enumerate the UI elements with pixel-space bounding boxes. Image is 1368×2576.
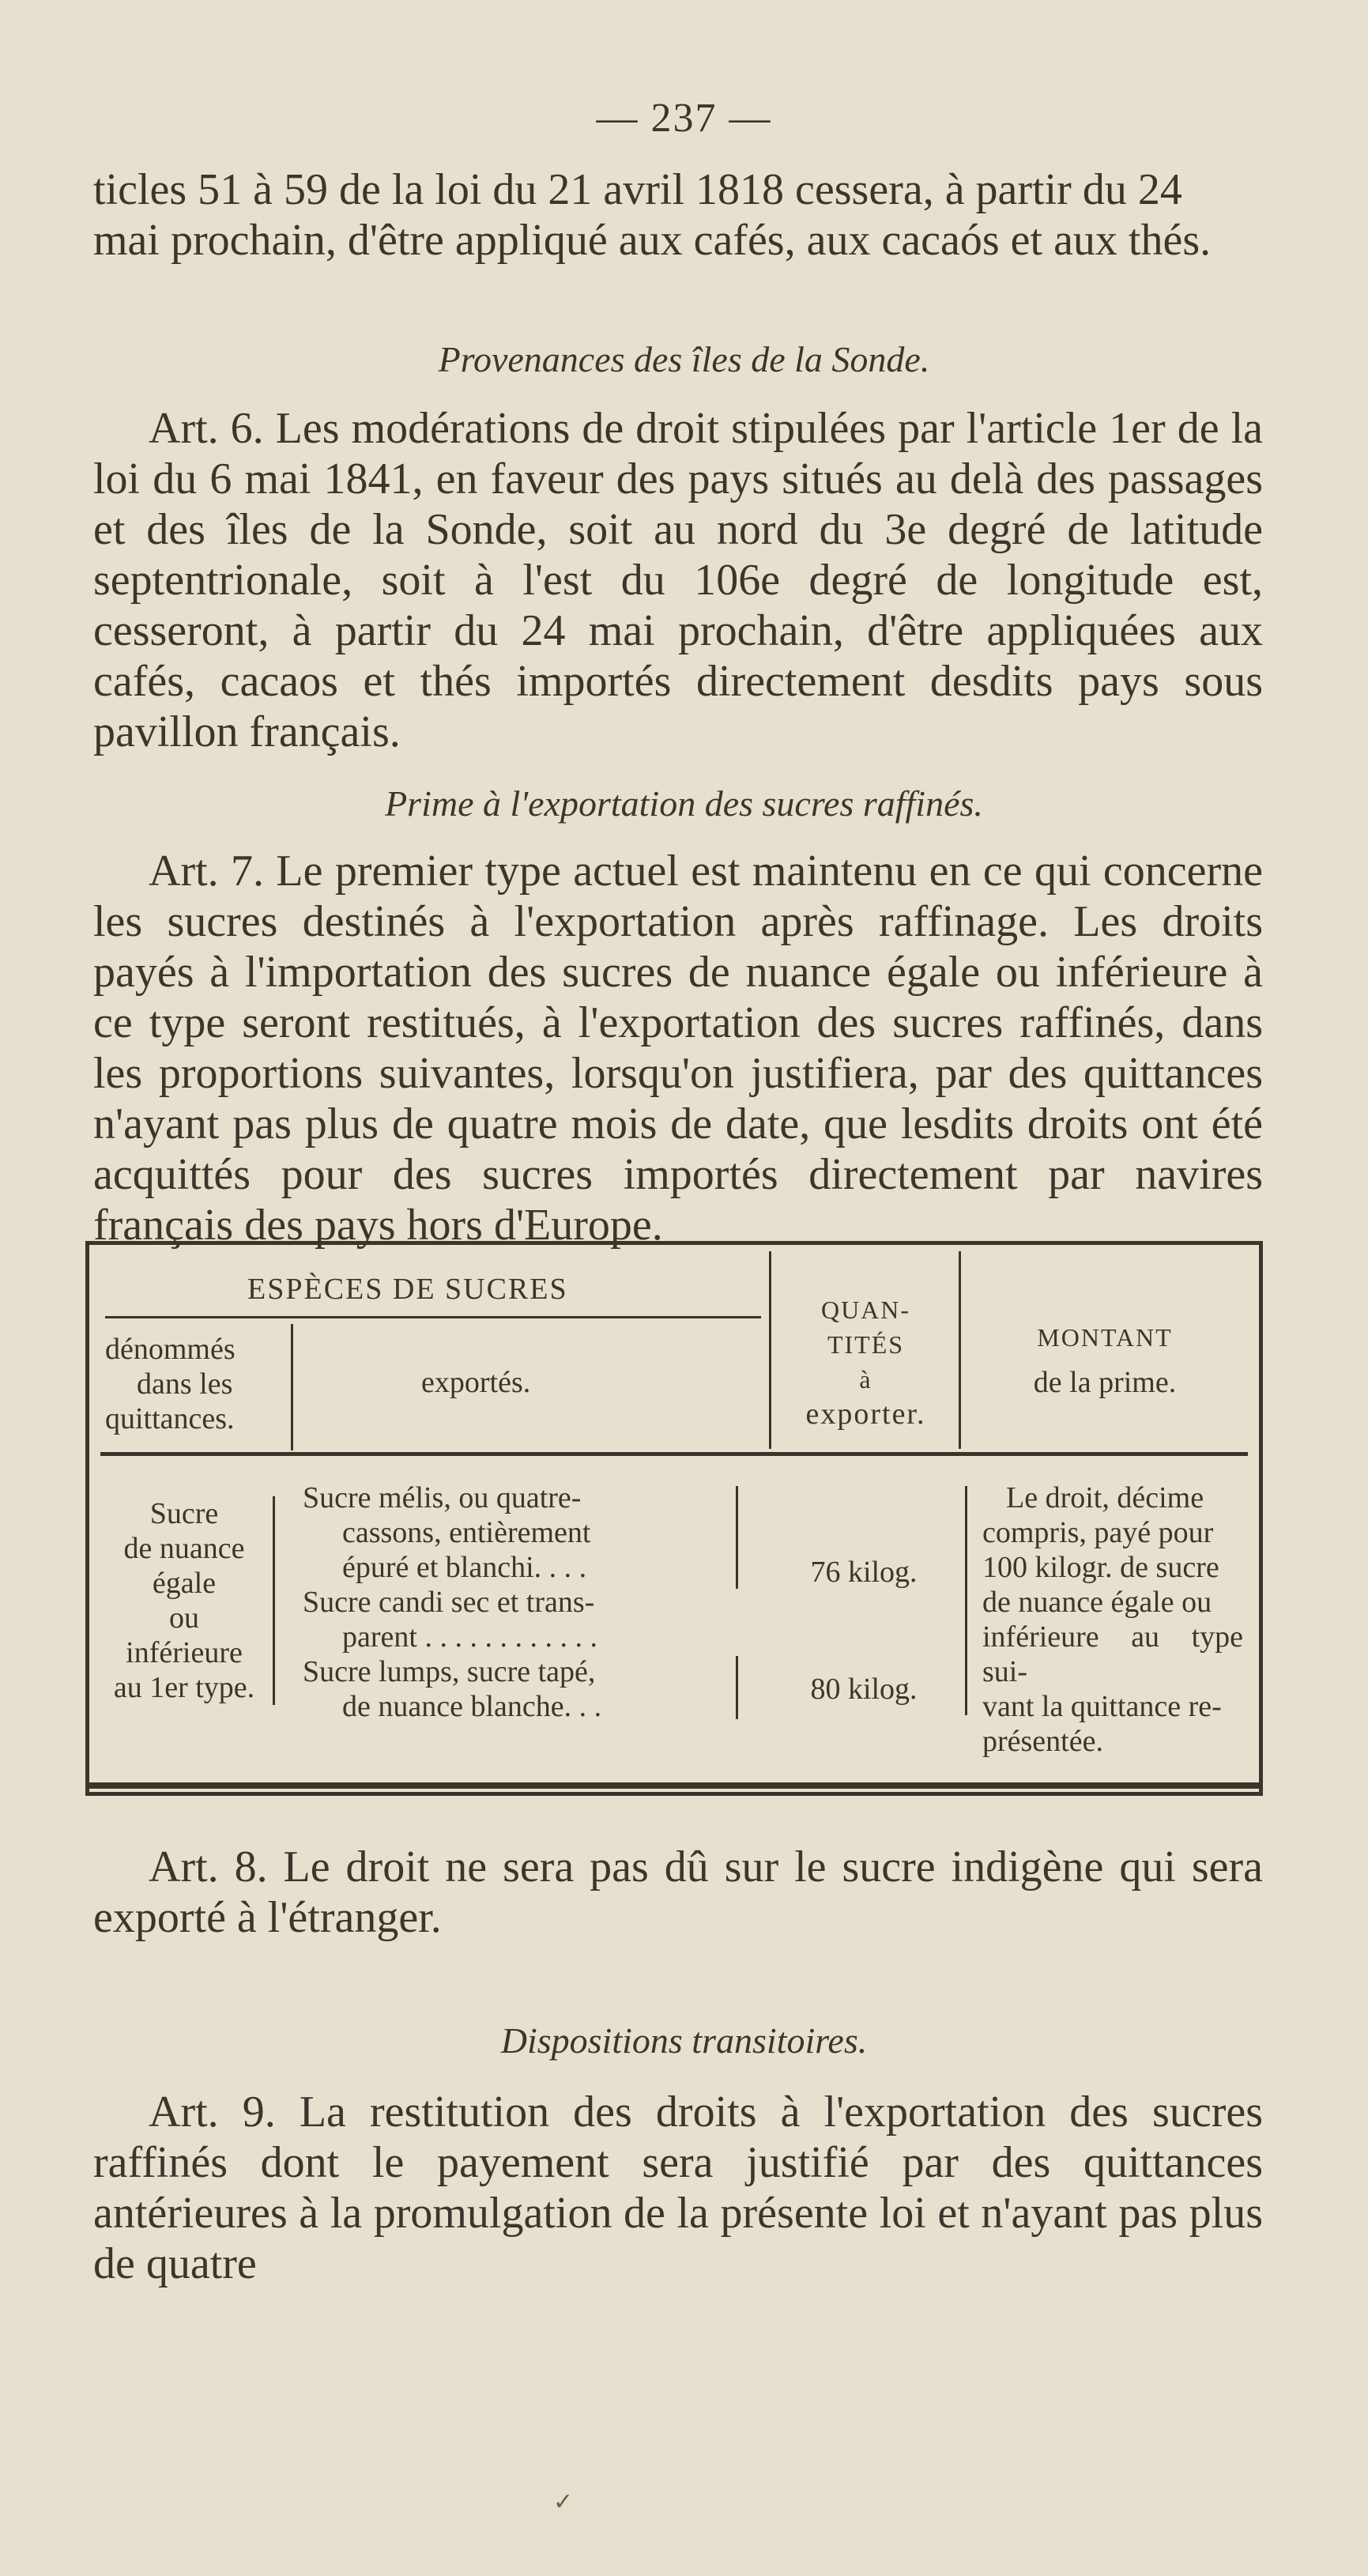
- col-divider: [959, 1251, 961, 1449]
- intro-paragraph: [93, 164, 1263, 266]
- col-divider: [291, 1324, 293, 1450]
- table-bottom-rule: [89, 1782, 1259, 1789]
- prime-amount: [982, 1480, 1243, 1759]
- header-rule: [105, 1316, 761, 1318]
- article-7: Art. 7. Le premier type actuel est maintenu en ce qui concerne les sucres destinés à l'exportation après raffinage. Les droits payés à l'importation des sucres de nuance égale ou inférieure à ce type seront restitués, à l'exportation des sucres raffinés, dans les proportions suivantes, lorsqu'on justifiera, par des quittances n'ayant pas plus de quatre mois de date, que lesdits droits ont été acquittés pour des sucres importés directement par navires français des pays hors d'Europe.: [93, 847, 1263, 1250]
- sugar-type-line: Sucre candi sec et trans-: [303, 1586, 595, 1619]
- sugar-table: [85, 1241, 1263, 1796]
- prime-line: présentée.: [982, 1725, 1103, 1758]
- sugar-category: [105, 1496, 263, 1705]
- article-8: Art. 8. Le droit ne sera pas dû sur le sucre indigène qui sera exporté à l'étranger.: [93, 1842, 1263, 1942]
- brace-types-2: [736, 1656, 738, 1719]
- prime-line: de nuance égale ou: [982, 1586, 1212, 1619]
- category-line: Sucre: [149, 1497, 219, 1530]
- quantity-1: 76 kilog.: [810, 1556, 918, 1589]
- sugar-type-line: de nuance blanche. . .: [342, 1690, 602, 1723]
- sugar-type-line: parent . . . . . . . . . . . .: [342, 1620, 597, 1654]
- intro-line-2: mai prochain, d'être appliqué aux cafés, aux cacaós et aux thés.: [93, 216, 1212, 265]
- header-montant-title: MONTANT: [1037, 1323, 1173, 1352]
- prime-line: 100 kilogr. de sucre: [982, 1551, 1219, 1584]
- category-line: ou: [169, 1601, 199, 1635]
- header-quantites-line: exporter.: [805, 1397, 926, 1431]
- quantity-2: 80 kilog.: [810, 1673, 918, 1706]
- category-line: au 1er type.: [113, 1671, 255, 1704]
- prime-line: compris, payé pour: [982, 1516, 1214, 1549]
- sugar-type-line: Sucre mélis, ou quatre-: [303, 1481, 582, 1514]
- category-line: inférieure: [126, 1636, 243, 1669]
- brace-left: [273, 1496, 275, 1705]
- sugar-types: [303, 1480, 729, 1724]
- header-denommes: [105, 1332, 287, 1436]
- header-bottom-rule: [100, 1452, 1248, 1456]
- col-divider: [769, 1251, 771, 1449]
- prime-line: vant la quittance re-: [982, 1690, 1222, 1723]
- header-especes: ESPÈCES DE SUCRES: [247, 1273, 568, 1306]
- header-exportes: exportés.: [421, 1366, 531, 1399]
- intro-line-1: ticles 51 à 59 de la loi du 21 avril 1818 cessera, à partir du 24: [93, 165, 1182, 214]
- header-quantites: [773, 1292, 959, 1431]
- header-denommes-line: dénommés: [105, 1333, 236, 1366]
- header-denommes-line: quittances.: [105, 1402, 235, 1435]
- header-quantites-line: QUAN-: [820, 1296, 911, 1324]
- page-number: — 237 —: [596, 96, 772, 141]
- header-montant-sub: de la prime.: [1033, 1366, 1177, 1399]
- article-6: Art. 6. Les modérations de droit stipulées par l'article 1er de la loi du 6 mai 1841, en faveur des pays situés au delà des passages et des îles de la Sonde, soit au nord du 3e degré de latitude septentrionale, soit à l'est du 106e degré de longitude est, cesseront, à partir du 24 mai prochain, d'être appliquées aux cafés, cacaos et thés importés directement desdits pays sous pavillon français.: [93, 404, 1263, 756]
- prime-line: inférieure au type sui-: [982, 1620, 1243, 1688]
- brace-right: [965, 1486, 967, 1715]
- heading-prime: Prime à l'exportation des sucres raffinés.: [385, 783, 983, 824]
- sugar-type-line: Sucre lumps, sucre tapé,: [303, 1655, 596, 1688]
- category-line: de nuance: [123, 1532, 245, 1565]
- brace-types-1: [736, 1486, 738, 1589]
- heading-dispositions: Dispositions transitoires.: [500, 2020, 868, 2061]
- ink-mark: ✓: [553, 2489, 574, 2515]
- category-line: égale: [152, 1567, 217, 1600]
- header-denommes-line: dans les: [137, 1367, 233, 1401]
- article-9: Art. 9. La restitution des droits à l'exportation des sucres raffinés dont le payement sera justifié par des quittances antérieures à la promulgation de la présente loi et n'ayant pas plus de quatre: [93, 2088, 1263, 2288]
- prime-line: Le droit, décime: [1006, 1481, 1204, 1514]
- header-quantites-line: TITÉS: [827, 1330, 905, 1359]
- sugar-type-line: épuré et blanchi. . . .: [342, 1551, 587, 1584]
- heading-provenances: Provenances des îles de la Sonde.: [438, 339, 930, 379]
- header-quantites-line: à: [859, 1365, 872, 1394]
- sugar-type-line: cassons, entièrement: [342, 1516, 591, 1549]
